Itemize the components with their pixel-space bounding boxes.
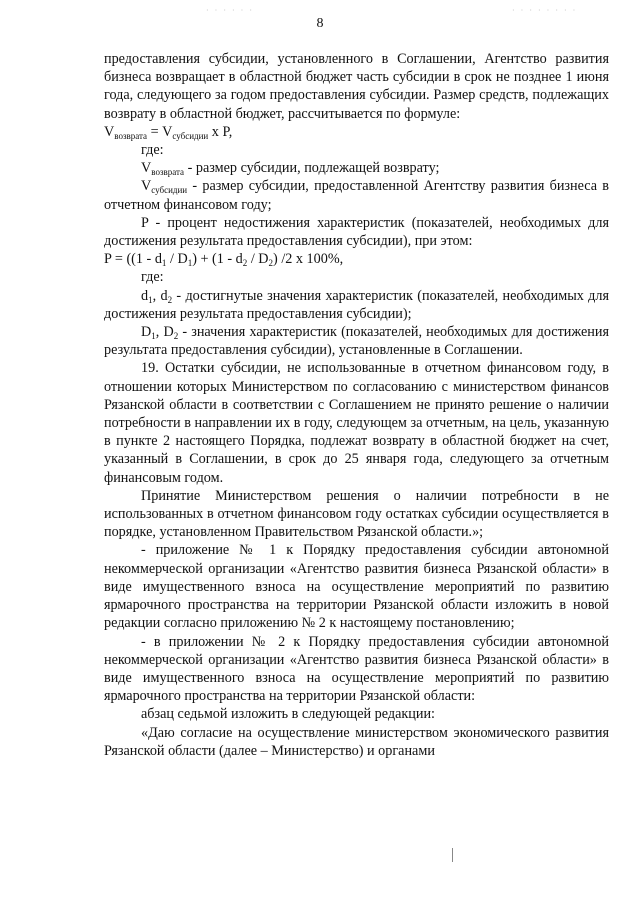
definition-p: P - процент недостижения характеристик (показателей, необходимых для достижения результата предоставления субсидии), при этом: — [104, 214, 609, 250]
paragraph-consent: «Даю согласие на осуществление министерством экономического развития Рязанской области (далее – Министерство) и органами — [104, 724, 609, 759]
paragraph-seventh-abzac: абзац седьмой изложить в следующей редакции: — [141, 706, 436, 723]
formula-percent: $P = ((1 - d_1 / D_1) + (1 - d_2 / D_2)$ /2 x 100%, — [104, 251, 344, 269]
scan-artifact: · · · · · · — [206, 6, 254, 15]
where-label: где: — [141, 142, 164, 159]
paragraph-appendix-1: - приложение № 1 к Порядку предоставления субсидии автономной некоммерческой организации «Агентство развития бизнеса Рязанской области» в виде имущественного взноса на осуществление мероприятий по развитию ярмарочного пространства на территории Рязанской области изложить в новой редакции согласно приложению № 2 к настоящему постановлению; — [104, 542, 609, 632]
scan-mark — [452, 848, 453, 862]
paragraph-decision: Принятие Министерством решения о наличии потребности в не использованных в отчетном финансовом году остатках субсидии осуществляется в порядке, установленном Правительством Рязанской области.»; — [104, 487, 609, 541]
page-number: 8 — [316, 16, 324, 31]
formula-return-volume: $V_{возврата} = V_{субсидии}$ x P, — [104, 123, 233, 141]
paragraph-subsidy-return: предоставления субсидии, установленного в Соглашении, Агентство развития бизнеса возвращает в областной бюджет часть субсидии в срок не позднее 1 июня года, следующего за годом предоставления субсидии. Размер средств, подлежащих возврату в областной бюджет, рассчитывается по формуле: — [104, 51, 609, 122]
definition-v-return: $V_{возврата}$ - размер субсидии, подлежащей возврату; — [141, 160, 440, 178]
definition-d-target: $D_1$, $D_2$ - значения характеристик (показателей, необходимых для достижения результата предоставления субсидии), установленные в Соглашении. — [104, 324, 609, 359]
paragraph-item-19: 19. Остатки субсидии, не использованные в отчетном финансовом году, в отношении которых Министерством по согласованию с министерством финансов Рязанской области в соответствии с Соглашением не принято решение о наличии потребности в направлении их в году, следующем за отчетным, на цель, указанную в пункте 2 настоящего Порядка, подлежат возврату в областной бюджет на счет, указанный в Соглашении, в срок до 25 января года, следующего за отчетным финансовым годом. — [104, 360, 609, 486]
scan-artifact: · · · · · · · · — [512, 6, 578, 15]
where-label: где: — [141, 269, 164, 286]
definition-v-subsidy: $V_{субсидии}$ - размер субсидии, предоставленной Агентству развития бизнеса в отчетном финансовом году; — [104, 178, 609, 213]
document-body — [104, 50, 609, 760]
definition-d-achieved: $d_1$, $d_2$ - достигнутые значения характеристик (показателей, необходимых для достижения результата предоставления субсидии); — [104, 287, 610, 322]
paragraph-appendix-2: - в приложении № 2 к Порядку предоставления субсидии автономной некоммерческой организации «Агентство развития бизнеса Рязанской области» в виде имущественного взноса на осуществление мероприятий по развитию ярмарочного пространства на территории Рязанской области: — [104, 633, 609, 705]
